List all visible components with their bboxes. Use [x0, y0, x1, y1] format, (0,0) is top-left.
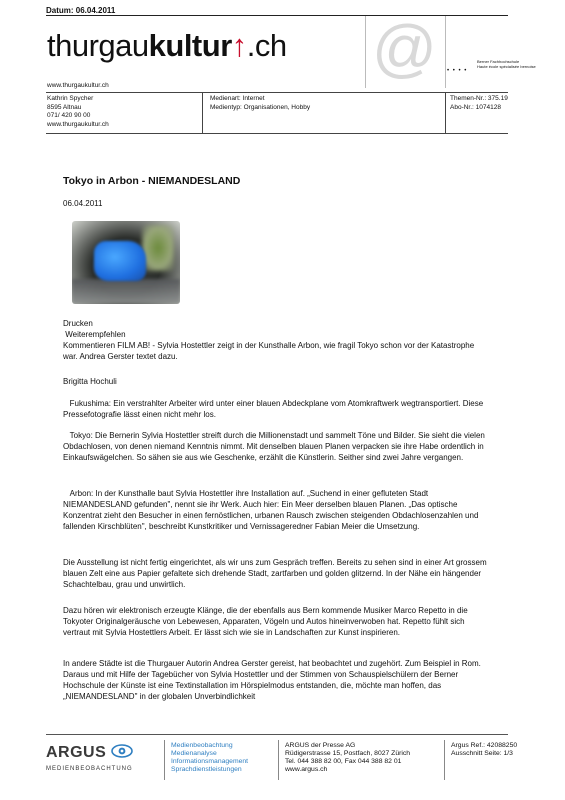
argus-ref-number: Argus Ref.: 42088250: [451, 742, 518, 749]
argus-tagline: MEDIENBEOBACHTUNG: [46, 766, 133, 772]
clipping-page: Ausschnitt Seite: 1/3: [451, 750, 513, 757]
meta-top-rule: [46, 92, 508, 93]
header-separator: [365, 16, 366, 88]
contact-name: Kathrin Spycher: [47, 95, 94, 102]
article-lead: Kommentieren FILM AB! - Sylvia Hostettler zeigt in der Kunsthalle Arbon, wie fragil Tokyo schon vor der Katastrophe war. Andrea Gerster textet dazu.: [63, 341, 475, 361]
argus-wordmark: ARGUS: [46, 744, 107, 761]
topic-number: Themen-Nr.: 375.19: [450, 95, 508, 102]
logo-url: www.thurgaukultur.ch: [47, 82, 109, 89]
argus-address: [285, 742, 410, 774]
ids-block: [450, 95, 508, 112]
media-type: Medienart: Internet: [210, 95, 265, 102]
footer-separator: [164, 740, 165, 780]
company-web: www.argus.ch: [285, 766, 328, 773]
article-date: 06.04.2011: [63, 199, 103, 208]
services-list: [171, 742, 248, 774]
footer-rule: [46, 734, 508, 735]
service-item: Medienbeobachtung: [171, 742, 233, 749]
argus-reference: [451, 742, 517, 758]
bfh-logo-dots-icon: • • • •: [447, 68, 468, 74]
argus-logo: [46, 744, 133, 762]
contact-phone: 071/ 420 90 00: [47, 112, 91, 119]
logo-arrow-icon: ↑: [231, 28, 247, 63]
article-paragraph: Tokyo: Die Bernerin Sylvia Hostettler streift durch die Millionenstadt und sammelt Töne und Bilder. Sie sieht die vielen Obdachlosen, von denen niemand Kenntnis nimmt. Mit denselben blauen Planen verpacken sie ihre Habe ordentlich in Einkaufswägelchen. So sähen sie aus wie Geschenke, erzählt die Künstlerin. Seither sind zwei Jahre vergangen.: [63, 431, 488, 462]
article-paragraph: Dazu hören wir elektronisch erzeugte Klänge, die der ebenfalls aus Bern kommende Musiker Marco Repetto in die Tokyoter Originalgeräusche von Lebewesen, Apparaten, Vögeln und Autos hineinverwoben hat. Repetto fühlt sich vertraut mit Sylvia Hostettlers Arbeit. Er lässt sich wie sie in Landschaften zur Kunst inspirieren.: [63, 606, 468, 637]
subscription-number: Abo-Nr.: 1074128: [450, 103, 501, 111]
media-block: [210, 95, 310, 112]
contact-city: 8595 Altnau: [47, 103, 82, 111]
service-item: Sprachdienstleistungen: [171, 766, 242, 773]
argus-eye-icon: [111, 744, 133, 758]
meta-bottom-rule: [46, 133, 508, 134]
service-item: Informationsmanagement: [171, 758, 249, 765]
contact-web: www.thurgaukultur.ch: [47, 120, 109, 128]
thurgaukultur-logo: [47, 30, 287, 61]
date-label: Datum: 06.04.2011: [46, 6, 116, 15]
bfh-line-2: Haute école spécialisée bernoise: [477, 64, 536, 69]
top-divider: [46, 15, 508, 16]
company-phone: Tel. 044 388 82 00, Fax 044 388 82 01: [285, 758, 402, 765]
print-link[interactable]: Drucken: [63, 319, 93, 328]
media-category: Medientyp: Organisationen, Hobby: [210, 103, 311, 111]
company-name: ARGUS der Presse AG: [285, 742, 356, 749]
recommend-link[interactable]: Weiterempfehlen: [63, 330, 126, 339]
header-separator: [445, 16, 446, 88]
bfh-line-1: Berner Fachhochschule: [477, 59, 520, 64]
at-icon: @: [372, 12, 437, 84]
article-title: Tokyo in Arbon - NIEMANDESLAND: [63, 175, 241, 187]
contact-block: [47, 95, 109, 129]
article-author: Brigitta Hochuli: [63, 377, 117, 386]
article-intro: [63, 318, 491, 362]
bfh-logo-text: [477, 59, 552, 69]
logo-thin-part: thurgau: [47, 28, 149, 63]
article-paragraph: Fukushima: Ein verstrahlter Arbeiter wird unter einer blauen Abdeckplane vom Atomkraftwerk wegtransportiert. Diese Pressefotografie lässt einen nicht mehr los.: [63, 399, 486, 419]
company-street: Rüdigerstrasse 15, Postfach, 8027 Zürich: [285, 750, 411, 757]
logo-tld: .ch: [246, 28, 287, 63]
meta-separator: [202, 92, 203, 133]
logo-bold-part: kultur: [148, 28, 232, 63]
article-paragraph: Arbon: In der Kunsthalle baut Sylvia Hostettler ihre Installation auf. „Suchend in einer gefluteten Stadt NIEMANDESLAND gefunden", nennt sie ihr Werk. Auch hier: Ein Meer derselben blauen Planen. „Das optische Konzentrat zieht den Besucher in einen fernöstlichen, urbanen Rausch zwischen steigenden Obdachlosenzahlen und fallenden Kirschblüten", beschreibt Kunstkritiker und Vernissageredner Fabian Meier die Umsetzung.: [63, 489, 481, 531]
service-item: Medienanalyse: [171, 750, 217, 757]
article-photo: [72, 221, 180, 304]
meta-separator: [445, 92, 446, 133]
footer-separator: [444, 740, 445, 780]
article-paragraph: Die Ausstellung ist nicht fertig eingerichtet, als wir uns zum Gespräch treffen. Bereits zu sehen sind in einer Art grossem blauen Zelt eine aus Papier gefaltete sich drehende Stadt, zartfarben und golden glitzernd. In der Nähe ein hängender Schachtelbau, grau und unwirtlich.: [63, 558, 487, 589]
footer-separator: [278, 740, 279, 780]
article-paragraph: In andere Städte ist die Thurgauer Autorin Andrea Gerster gereist, hat beobachtet und zugehört. Zum Beispiel in Rom. Daraus und mit Hilfe der Tagebücher von Sylvia Hostettler und der Stimmen von Schauspielschülern der Berner Hochschule der Künste ist eine Textinstallation im Hörspielmodus entstanden, die, möchte man hoffen, das „NIEMANDESLAND" in der globalen Unverbindlichkeit: [63, 659, 481, 701]
